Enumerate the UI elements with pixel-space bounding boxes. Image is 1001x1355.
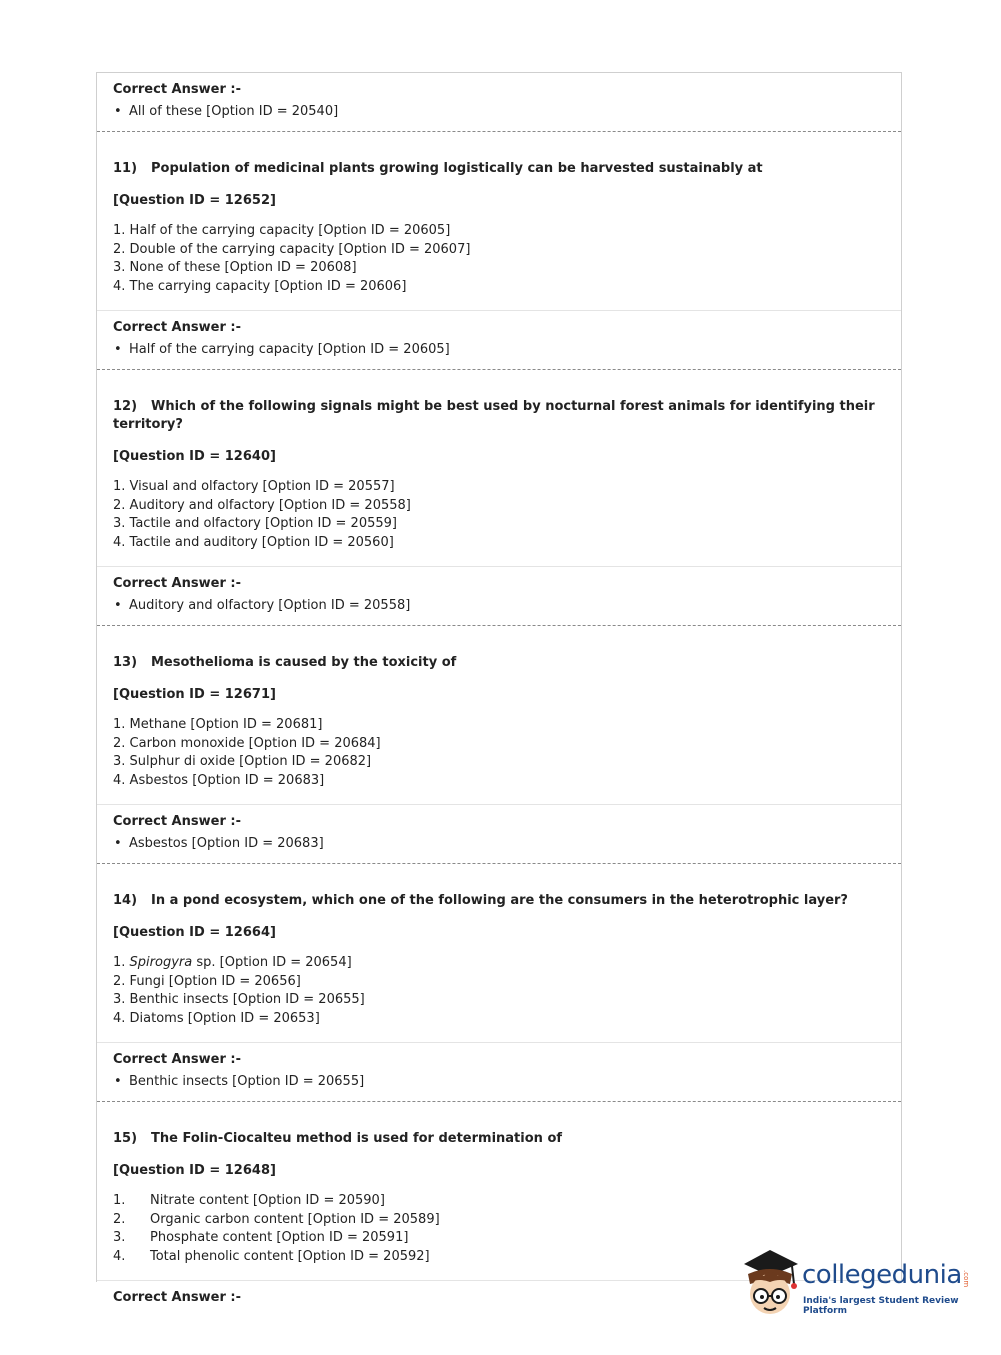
correct-answer-item: • Asbestos [Option ID = 20683] [113, 835, 901, 853]
correct-answer-label: Correct Answer :- [113, 576, 241, 591]
question-text: The Folin-Ciocalteu method is used for determination of [151, 1131, 563, 1146]
mascot-icon [740, 1248, 800, 1320]
question-heading [113, 892, 901, 910]
correct-answer-item: • Benthic insects [Option ID = 20655] [113, 1073, 901, 1091]
question-12 [97, 370, 901, 566]
question-13 [97, 626, 901, 804]
option-item: 1. Methane [Option ID = 20681] [113, 717, 323, 732]
question-text: Mesothelioma is caused by the toxicity of [151, 655, 457, 670]
option-item: 4. Diatoms [Option ID = 20653] [113, 1010, 320, 1026]
correct-answer-label: Correct Answer :- [113, 814, 241, 829]
collegedunia-logo [740, 1248, 970, 1322]
question-id: [Question ID = 12664] [113, 925, 276, 940]
correct-answer-label: Correct Answer :- [113, 1290, 241, 1305]
option-item: 3. Sulphur di oxide [Option ID = 20682] [113, 754, 372, 769]
question-number: 15) [113, 1131, 138, 1146]
option-item: 2. Double of the carrying capacity [Option ID = 20607] [113, 241, 471, 257]
option-item: 3. Tactile and olfactory [Option ID = 20559] [113, 516, 397, 531]
question-heading [113, 654, 901, 672]
option-item: 1. Spirogyra sp. [Option ID = 20654] [113, 955, 352, 970]
answer-block-q11 [97, 311, 901, 369]
option-list [113, 478, 901, 552]
question-id: [Question ID = 12648] [113, 1163, 276, 1178]
option-item: 1. Half of the carrying capacity [Option ID = 20605] [113, 223, 451, 238]
question-heading [113, 160, 901, 178]
question-text: In a pond ecosystem, which one of the following are the consumers in the heterotrophic layer? [151, 893, 848, 908]
correct-answer-item: • Auditory and olfactory [Option ID = 20558] [113, 597, 901, 615]
option-list [113, 222, 901, 296]
logo-suffix: .com [962, 1270, 970, 1288]
answer-block-q13 [97, 805, 901, 863]
question-id: [Question ID = 12671] [113, 687, 276, 702]
question-id: [Question ID = 12640] [113, 449, 276, 464]
correct-answer-item: • All of these [Option ID = 20540] [113, 103, 901, 121]
correct-answer-item: • Half of the carrying capacity [Option ID = 20605] [113, 341, 901, 359]
question-heading [113, 398, 901, 434]
correct-answer-label: Correct Answer :- [113, 1052, 241, 1067]
option-item: 2. Organic carbon content [Option ID = 20589] [113, 1211, 440, 1227]
logo-tagline: India's largest Student Review Platform [803, 1296, 959, 1316]
question-14 [97, 864, 901, 1042]
option-item: 3. None of these [Option ID = 20608] [113, 260, 357, 275]
answer-block-q10 [97, 73, 901, 131]
option-item: 2. Carbon monoxide [Option ID = 20684] [113, 735, 381, 751]
option-item: 1. Nitrate content [Option ID = 20590] [113, 1193, 385, 1208]
option-list [113, 954, 901, 1028]
question-number: 11) [113, 161, 138, 176]
question-number: 13) [113, 655, 138, 670]
option-item: 3. Phosphate content [Option ID = 20591] [113, 1230, 409, 1245]
option-item: 3. Benthic insects [Option ID = 20655] [113, 992, 365, 1007]
option-item: 4. Tactile and auditory [Option ID = 20560] [113, 534, 394, 550]
option-item: 4. Total phenolic content [Option ID = 20592] [113, 1248, 430, 1264]
logo-wordmark: collegedunia [802, 1260, 962, 1290]
answer-block-q14 [97, 1043, 901, 1101]
question-text: Population of medicinal plants growing logistically can be harvested sustainably at [151, 161, 763, 176]
question-text: Which of the following signals might be best used by nocturnal forest animals for identifying their territory? [113, 399, 875, 432]
option-item: 1. Visual and olfactory [Option ID = 20557] [113, 479, 395, 494]
answer-block-q12 [97, 567, 901, 625]
question-number: 14) [113, 893, 138, 908]
question-number: 12) [113, 399, 138, 414]
option-item: 2. Fungi [Option ID = 20656] [113, 973, 301, 989]
question-heading [113, 1130, 901, 1148]
option-list [113, 716, 901, 790]
question-id: [Question ID = 12652] [113, 193, 276, 208]
correct-answer-label: Correct Answer :- [113, 320, 241, 335]
correct-answer-label: Correct Answer :- [113, 82, 241, 97]
option-item: 4. Asbestos [Option ID = 20683] [113, 772, 325, 788]
option-item: 4. The carrying capacity [Option ID = 20606] [113, 278, 407, 294]
question-11 [97, 132, 901, 310]
option-item: 2. Auditory and olfactory [Option ID = 20558] [113, 497, 411, 513]
